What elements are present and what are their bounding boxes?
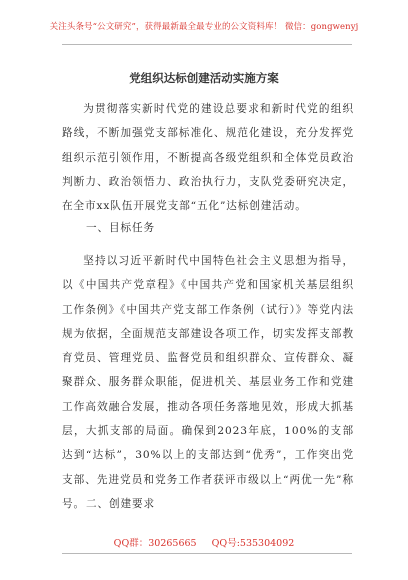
qq-number-text: QQ号:535304092: [211, 538, 295, 549]
intro-paragraph: 为贯彻落实新时代党的建设总要求和新时代党的组织路线，不断加强党支部标准化、规范化建设，充分发挥党组织示范引领作用，不断提高各级党组织和全体党员政治判断力、政治领悟力、政治执行力，支队党委研究决定，在全市xx队伍开展党支部“五化”达标创建活动。: [62, 103, 354, 213]
page-footer: [0, 535, 408, 549]
section-heading-2: 二、创建要求: [86, 498, 155, 510]
header-divider: [62, 44, 352, 45]
document-title: 党组织达标创建活动实施方案: [129, 71, 279, 85]
section-heading-1: 一、目标任务: [86, 222, 155, 234]
qq-group-text: QQ群：30265665: [113, 538, 197, 549]
section1-paragraph: 坚持以习近平新时代中国特色社会主义思想为指导，以《中国共产党章程》《中国共产党和国家机关基层组织工作条例》《中国共产党支部工作条例（试行）》等党内法规为依据，全面规范支部建设各项工作，切实发挥支部教育党员、管理党员、监督党员和组织群众、宣传群众、凝聚群众、服务群众职能，促进机关、基层业务工作和党建工作高效融合发展，推动各项任务落地见效，形成大抓基层，大抓支部的局面。确保到2023年底，100%的支部达到“达标”，30%以上的支部达到“优秀”，工作突出党支部、先进党员和党务工作者获评市级以上“两优一先”称号。: [62, 255, 354, 510]
footer-divider: [62, 553, 352, 554]
page-header: 关注头条号“公文研究”，获得最新最全最专业的公文资料库！ 微信：gongwenyj: [49, 22, 359, 32]
